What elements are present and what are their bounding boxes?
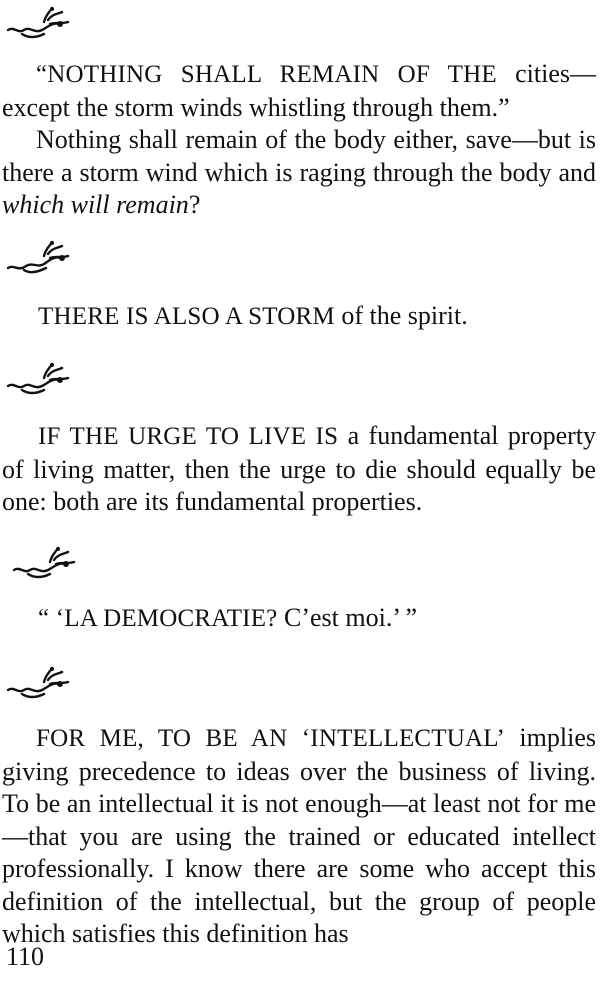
entry-paragraph [2,58,596,124]
floral-fleuron-icon [4,238,76,278]
page-number: 110 [6,942,45,971]
entry-lead: IF THE URGE TO LIVE IS [38,423,339,450]
entry-text: cities—except the storm winds whistling through them.” [2,59,597,122]
entry-lead: “ ‘LA DEMOCRATIE? [38,605,278,632]
entry-lead: THERE IS ALSO A STORM [38,303,335,330]
entry-text: Nothing shall remain of the body either, save—but is there a storm wind which is raging through the body and [2,125,596,187]
entry-paragraph [2,124,596,222]
floral-fleuron-icon [10,542,82,582]
entry-lead: “NOTHING SHALL REMAIN OF THE [36,61,497,88]
entry-paragraph [2,300,596,334]
floral-fleuron-icon [4,662,76,702]
entry-paragraph [2,420,596,519]
entry-text: implies giving precedence to ideas over the business of living. To be an intellectual it is not enough—at least not for me—that you are using the trained or educated intellect professionally. I know there are some who accept this definition of the intellectual, but the group of people which satisfies this definition has [2,723,596,948]
entry-text: C’est moi.’ ” [277,603,418,632]
entry-text: of the spirit. [334,301,468,330]
floral-fleuron-icon [4,4,76,44]
entry-paragraph [2,602,596,636]
floral-fleuron-icon [4,360,76,400]
entry-text: ? [188,190,201,219]
entry-italic-text: which will remain [2,190,189,219]
entry-text: a fundamental property of living matter, then the urge to die should equally be one: both are its fundamental properties. [2,421,596,516]
entry-paragraph [2,722,596,951]
entry-lead: FOR ME, TO BE AN ‘INTELLECTUAL’ [36,725,505,752]
